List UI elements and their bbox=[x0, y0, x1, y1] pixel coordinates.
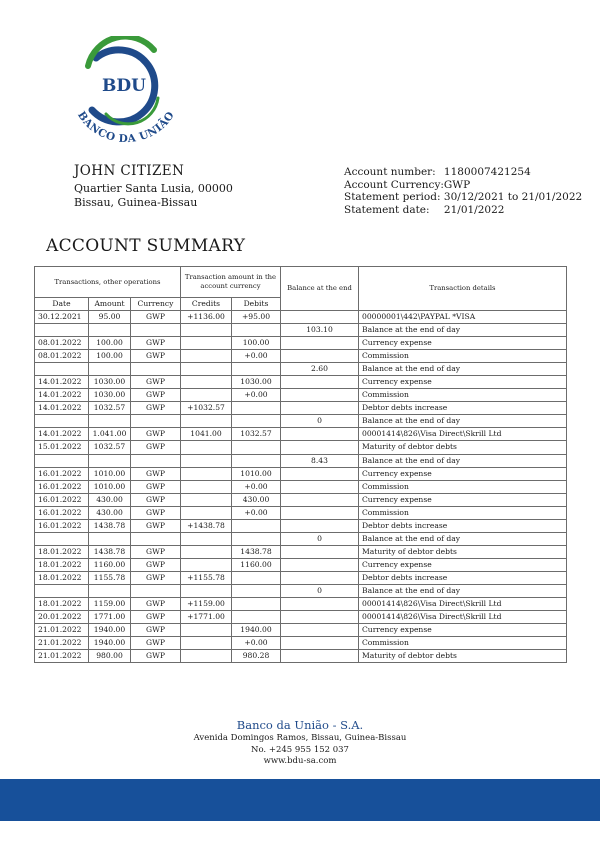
page-title: ACCOUNT SUMMARY bbox=[46, 236, 246, 256]
statement-row bbox=[344, 179, 582, 192]
cell-balance bbox=[281, 467, 359, 480]
header-details: Transaction details bbox=[359, 267, 567, 311]
cell-details: Maturity of debtor debts bbox=[359, 650, 567, 663]
cell-date bbox=[35, 324, 89, 337]
cell-credits: +1159.00 bbox=[181, 598, 232, 611]
footer-address: Avenida Domingos Ramos, Bissau, Guinea-Bissau bbox=[193, 733, 407, 743]
cell-date bbox=[35, 584, 89, 597]
cell-balance bbox=[281, 558, 359, 571]
table-row bbox=[35, 467, 567, 480]
cell-debits bbox=[232, 519, 281, 532]
cell-date bbox=[35, 454, 89, 467]
cell-amount bbox=[89, 363, 131, 376]
cell-balance bbox=[281, 337, 359, 350]
table-row bbox=[35, 532, 567, 545]
statement-value: 1180007421254 bbox=[443, 166, 531, 178]
table-row bbox=[35, 493, 567, 506]
cell-debits: 1438.78 bbox=[232, 545, 281, 558]
cell-amount: 1030.00 bbox=[89, 389, 131, 402]
cell-date: 18.01.2022 bbox=[35, 571, 89, 584]
table-row bbox=[35, 506, 567, 519]
col-debits: Debits bbox=[232, 298, 281, 311]
cell-currency bbox=[131, 363, 181, 376]
cell-amount: 1010.00 bbox=[89, 467, 131, 480]
header-transactions: Transactions, other operations bbox=[35, 267, 181, 298]
table-row bbox=[35, 558, 567, 571]
col-credits: Credits bbox=[181, 298, 232, 311]
cell-amount: 1940.00 bbox=[89, 624, 131, 637]
table-row bbox=[35, 350, 567, 363]
cell-details: 00001414\826\Visa Direct\Skrill Ltd bbox=[359, 611, 567, 624]
cell-amount: 430.00 bbox=[89, 493, 131, 506]
cell-details: Currency expense bbox=[359, 624, 567, 637]
svg-text:BANCO DA UNIÃO bbox=[75, 109, 177, 145]
footer-color-bar bbox=[0, 779, 600, 821]
cell-details: Currency expense bbox=[359, 337, 567, 350]
cell-amount: 1940.00 bbox=[89, 637, 131, 650]
table-row bbox=[35, 480, 567, 493]
cell-amount: 980.00 bbox=[89, 650, 131, 663]
cell-balance bbox=[281, 350, 359, 363]
cell-date: 30.12.2021 bbox=[35, 311, 89, 324]
cell-date: 18.01.2022 bbox=[35, 558, 89, 571]
table-row bbox=[35, 428, 567, 441]
cell-amount: 1.041.00 bbox=[89, 428, 131, 441]
cell-credits bbox=[181, 324, 232, 337]
account-holder bbox=[74, 164, 233, 211]
cell-date bbox=[35, 363, 89, 376]
cell-amount: 430.00 bbox=[89, 506, 131, 519]
logo-text: BDU bbox=[102, 76, 146, 96]
cell-credits: +1155.78 bbox=[181, 571, 232, 584]
cell-details: Debtor debts increase bbox=[359, 402, 567, 415]
statement-info bbox=[344, 166, 582, 216]
cell-credits bbox=[181, 350, 232, 363]
cell-credits bbox=[181, 506, 232, 519]
cell-debits bbox=[232, 402, 281, 415]
table-row bbox=[35, 611, 567, 624]
cell-date: 15.01.2022 bbox=[35, 441, 89, 454]
table-row bbox=[35, 584, 567, 597]
cell-credits bbox=[181, 532, 232, 545]
table-row bbox=[35, 363, 567, 376]
cell-balance bbox=[281, 598, 359, 611]
cell-debits: +0.00 bbox=[232, 350, 281, 363]
cell-amount: 1155.78 bbox=[89, 571, 131, 584]
cell-currency bbox=[131, 324, 181, 337]
cell-debits: 1030.00 bbox=[232, 376, 281, 389]
cell-currency: GWP bbox=[131, 493, 181, 506]
cell-balance: 0 bbox=[281, 415, 359, 428]
holder-address-line1: Quartier Santa Lusia, 00000 bbox=[74, 181, 233, 195]
cell-credits: +1032.57 bbox=[181, 402, 232, 415]
cell-debits: +0.00 bbox=[232, 506, 281, 519]
holder-name: JOHN CITIZEN bbox=[74, 163, 185, 179]
cell-credits bbox=[181, 558, 232, 571]
cell-balance bbox=[281, 480, 359, 493]
cell-details: 00000001\442\PAYPAL *VISA bbox=[359, 311, 567, 324]
cell-currency bbox=[131, 454, 181, 467]
cell-details: Commission bbox=[359, 637, 567, 650]
table-row bbox=[35, 519, 567, 532]
cell-currency: GWP bbox=[131, 611, 181, 624]
table-row bbox=[35, 598, 567, 611]
holder-address-line2: Bissau, Guinea-Bissau bbox=[74, 196, 198, 209]
cell-balance: 8.43 bbox=[281, 454, 359, 467]
cell-details: Maturity of debtor debts bbox=[359, 545, 567, 558]
table-row bbox=[35, 441, 567, 454]
cell-amount bbox=[89, 532, 131, 545]
statement-row bbox=[344, 204, 582, 217]
cell-debits: 1010.00 bbox=[232, 467, 281, 480]
cell-debits: 100.00 bbox=[232, 337, 281, 350]
cell-balance bbox=[281, 402, 359, 415]
statement-label: Account number: bbox=[344, 166, 436, 178]
cell-details: Balance at the end of day bbox=[359, 454, 567, 467]
cell-currency: GWP bbox=[131, 337, 181, 350]
col-date: Date bbox=[35, 298, 89, 311]
cell-currency: GWP bbox=[131, 506, 181, 519]
cell-credits bbox=[181, 493, 232, 506]
cell-details: Commission bbox=[359, 389, 567, 402]
statement-row bbox=[344, 166, 582, 179]
table-row bbox=[35, 389, 567, 402]
cell-date: 21.01.2022 bbox=[35, 637, 89, 650]
cell-amount: 1160.00 bbox=[89, 558, 131, 571]
cell-balance: 103.10 bbox=[281, 324, 359, 337]
footer-bank-name: Banco da União - S.A. bbox=[236, 718, 364, 732]
cell-debits bbox=[232, 441, 281, 454]
cell-amount: 1030.00 bbox=[89, 376, 131, 389]
cell-amount: 1771.00 bbox=[89, 611, 131, 624]
col-currency: Currency bbox=[131, 298, 181, 311]
cell-debits bbox=[232, 415, 281, 428]
cell-date: 16.01.2022 bbox=[35, 519, 89, 532]
cell-debits bbox=[232, 571, 281, 584]
cell-currency: GWP bbox=[131, 389, 181, 402]
cell-details: Debtor debts increase bbox=[359, 571, 567, 584]
cell-credits bbox=[181, 650, 232, 663]
table-row bbox=[35, 324, 567, 337]
cell-balance: 0 bbox=[281, 584, 359, 597]
table-row bbox=[35, 415, 567, 428]
cell-date: 16.01.2022 bbox=[35, 467, 89, 480]
footer-phone: No. +245 955 152 037 bbox=[251, 744, 349, 755]
cell-credits bbox=[181, 337, 232, 350]
cell-currency bbox=[131, 584, 181, 597]
table-row bbox=[35, 337, 567, 350]
cell-debits bbox=[232, 584, 281, 597]
cell-credits: +1136.00 bbox=[181, 311, 232, 324]
table-row bbox=[35, 402, 567, 415]
cell-credits bbox=[181, 454, 232, 467]
cell-currency bbox=[131, 415, 181, 428]
cell-balance bbox=[281, 311, 359, 324]
cell-currency: GWP bbox=[131, 480, 181, 493]
cell-date: 14.01.2022 bbox=[35, 428, 89, 441]
cell-credits bbox=[181, 467, 232, 480]
cell-credits bbox=[181, 545, 232, 558]
header-balance: Balance at the end bbox=[281, 267, 359, 311]
cell-details: Commission bbox=[359, 480, 567, 493]
cell-date bbox=[35, 415, 89, 428]
cell-credits bbox=[181, 480, 232, 493]
cell-amount: 1032.57 bbox=[89, 441, 131, 454]
cell-currency bbox=[131, 532, 181, 545]
cell-currency: GWP bbox=[131, 558, 181, 571]
cell-credits bbox=[181, 637, 232, 650]
cell-amount bbox=[89, 454, 131, 467]
cell-balance: 0 bbox=[281, 532, 359, 545]
cell-debits bbox=[232, 324, 281, 337]
cell-amount bbox=[89, 415, 131, 428]
cell-currency: GWP bbox=[131, 402, 181, 415]
cell-details: 00001414\826\Visa Direct\Skrill Ltd bbox=[359, 428, 567, 441]
cell-date: 21.01.2022 bbox=[35, 650, 89, 663]
cell-debits: 1940.00 bbox=[232, 624, 281, 637]
statement-value: 30/12/2021 to 21/01/2022 bbox=[443, 191, 583, 203]
footer-website: www.bdu-sa.com bbox=[263, 756, 337, 766]
cell-balance bbox=[281, 428, 359, 441]
cell-balance bbox=[281, 611, 359, 624]
cell-balance bbox=[281, 376, 359, 389]
col-amount: Amount bbox=[89, 298, 131, 311]
cell-credits bbox=[181, 441, 232, 454]
cell-balance: 2.60 bbox=[281, 363, 359, 376]
cell-balance bbox=[281, 637, 359, 650]
cell-credits: +1771.00 bbox=[181, 611, 232, 624]
cell-currency: GWP bbox=[131, 650, 181, 663]
cell-details: Currency expense bbox=[359, 493, 567, 506]
cell-balance bbox=[281, 571, 359, 584]
cell-credits bbox=[181, 363, 232, 376]
cell-balance bbox=[281, 545, 359, 558]
cell-details: Commission bbox=[359, 506, 567, 519]
cell-date: 08.01.2022 bbox=[35, 337, 89, 350]
cell-credits bbox=[181, 389, 232, 402]
table-row bbox=[35, 624, 567, 637]
cell-debits bbox=[232, 454, 281, 467]
cell-date: 20.01.2022 bbox=[35, 611, 89, 624]
cell-currency: GWP bbox=[131, 311, 181, 324]
table-row bbox=[35, 545, 567, 558]
cell-currency: GWP bbox=[131, 545, 181, 558]
cell-balance bbox=[281, 624, 359, 637]
cell-balance bbox=[281, 519, 359, 532]
cell-debits bbox=[232, 611, 281, 624]
table-row bbox=[35, 376, 567, 389]
cell-credits bbox=[181, 376, 232, 389]
statement-label: Account Currency: bbox=[344, 178, 444, 191]
logo-ring-text: BANCO DA UNIÃO bbox=[74, 109, 178, 146]
cell-amount: 100.00 bbox=[89, 337, 131, 350]
cell-currency: GWP bbox=[131, 624, 181, 637]
cell-date: 21.01.2022 bbox=[35, 624, 89, 637]
cell-details: Currency expense bbox=[359, 376, 567, 389]
cell-currency: GWP bbox=[131, 350, 181, 363]
cell-currency: GWP bbox=[131, 598, 181, 611]
cell-details: Currency expense bbox=[359, 558, 567, 571]
cell-date: 16.01.2022 bbox=[35, 480, 89, 493]
table-row bbox=[35, 571, 567, 584]
cell-credits bbox=[181, 415, 232, 428]
cell-balance bbox=[281, 389, 359, 402]
cell-date: 08.01.2022 bbox=[35, 350, 89, 363]
cell-details: Balance at the end of day bbox=[359, 363, 567, 376]
cell-currency: GWP bbox=[131, 637, 181, 650]
cell-details: Debtor debts increase bbox=[359, 519, 567, 532]
cell-details: Currency expense bbox=[359, 467, 567, 480]
cell-currency: GWP bbox=[131, 428, 181, 441]
cell-debits bbox=[232, 363, 281, 376]
cell-debits: 1160.00 bbox=[232, 558, 281, 571]
cell-currency: GWP bbox=[131, 376, 181, 389]
cell-amount bbox=[89, 324, 131, 337]
cell-debits: +0.00 bbox=[232, 480, 281, 493]
table-row bbox=[35, 454, 567, 467]
cell-details: Maturity of debtor debts bbox=[359, 441, 567, 454]
cell-balance bbox=[281, 493, 359, 506]
statement-label: Statement date: bbox=[344, 203, 430, 216]
cell-date: 16.01.2022 bbox=[35, 493, 89, 506]
cell-amount: 1438.78 bbox=[89, 545, 131, 558]
statement-value: 21/01/2022 bbox=[443, 203, 505, 216]
statement-value: GWP bbox=[443, 178, 471, 191]
cell-date: 18.01.2022 bbox=[35, 598, 89, 611]
cell-debits: +0.00 bbox=[232, 389, 281, 402]
cell-currency: GWP bbox=[131, 519, 181, 532]
cell-details: Balance at the end of day bbox=[359, 324, 567, 337]
cell-amount: 95.00 bbox=[89, 311, 131, 324]
cell-amount: 1032.57 bbox=[89, 402, 131, 415]
cell-details: Balance at the end of day bbox=[359, 415, 567, 428]
table-row bbox=[35, 311, 567, 324]
cell-amount: 1010.00 bbox=[89, 480, 131, 493]
cell-date: 16.01.2022 bbox=[35, 506, 89, 519]
cell-debits bbox=[232, 598, 281, 611]
cell-date: 14.01.2022 bbox=[35, 389, 89, 402]
cell-debits: 1032.57 bbox=[232, 428, 281, 441]
cell-debits: +95.00 bbox=[232, 311, 281, 324]
header-amount-group: Transaction amount in the account currency bbox=[181, 267, 281, 298]
cell-date: 14.01.2022 bbox=[35, 402, 89, 415]
cell-currency: GWP bbox=[131, 441, 181, 454]
cell-details: Balance at the end of day bbox=[359, 532, 567, 545]
cell-details: Balance at the end of day bbox=[359, 584, 567, 597]
cell-debits bbox=[232, 532, 281, 545]
transactions-table bbox=[34, 266, 567, 663]
table-row bbox=[35, 637, 567, 650]
cell-credits bbox=[181, 584, 232, 597]
cell-debits: +0.00 bbox=[232, 637, 281, 650]
cell-amount bbox=[89, 584, 131, 597]
cell-amount: 1159.00 bbox=[89, 598, 131, 611]
cell-debits: 430.00 bbox=[232, 493, 281, 506]
cell-details: Commission bbox=[359, 350, 567, 363]
cell-currency: GWP bbox=[131, 571, 181, 584]
table-row bbox=[35, 650, 567, 663]
bank-logo bbox=[66, 36, 186, 146]
statement-label: Statement period: bbox=[344, 191, 441, 203]
cell-credits: 1041.00 bbox=[181, 428, 232, 441]
cell-date: 14.01.2022 bbox=[35, 376, 89, 389]
cell-balance bbox=[281, 506, 359, 519]
statement-row bbox=[344, 191, 582, 204]
cell-currency: GWP bbox=[131, 467, 181, 480]
cell-amount: 100.00 bbox=[89, 350, 131, 363]
cell-date bbox=[35, 532, 89, 545]
cell-details: 00001414\826\Visa Direct\Skrill Ltd bbox=[359, 598, 567, 611]
cell-amount: 1438.78 bbox=[89, 519, 131, 532]
footer bbox=[0, 718, 600, 768]
cell-date: 18.01.2022 bbox=[35, 545, 89, 558]
cell-credits bbox=[181, 624, 232, 637]
cell-debits: 980.28 bbox=[232, 650, 281, 663]
cell-balance bbox=[281, 441, 359, 454]
cell-balance bbox=[281, 650, 359, 663]
cell-credits: +1438.78 bbox=[181, 519, 232, 532]
